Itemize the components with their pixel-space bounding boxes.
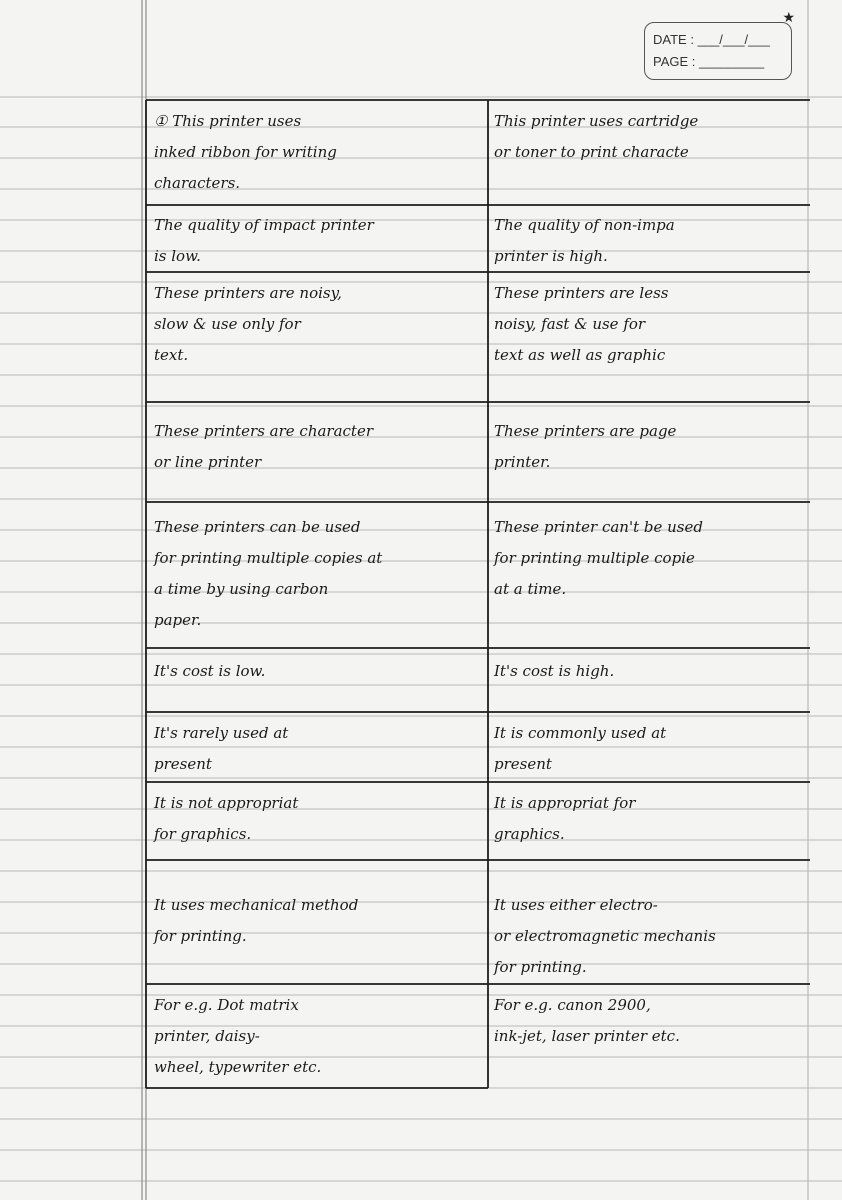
- impact-cell: It uses mechanical method for printing.: [154, 896, 359, 945]
- non-impact-cell: The quality of non-impa printer is high.: [494, 216, 675, 265]
- non-impact-cell: These printers are page printer.: [494, 422, 677, 471]
- date-row: [653, 31, 770, 49]
- date-page-box: [644, 9, 795, 80]
- date-label: DATE :: [653, 32, 694, 47]
- impact-cell: It is not appropriat for graphics.: [154, 794, 299, 843]
- comparison-table: [146, 100, 810, 1088]
- page-value: _________: [699, 54, 765, 69]
- page-row: [653, 53, 764, 71]
- non-impact-cell: These printers are less noisy, fast & use for text as well as graphic: [494, 284, 669, 364]
- non-impact-cell: It's cost is high.: [494, 662, 615, 680]
- date-value: ___/___/___: [697, 32, 770, 47]
- impact-cell: These printers are character or line printer: [154, 422, 374, 471]
- non-impact-cell: It is appropriat for graphics.: [494, 794, 636, 843]
- non-impact-cell: These printer can't be used for printing multiple copie at a time.: [494, 518, 703, 598]
- impact-cell: It's rarely used at present: [154, 724, 289, 773]
- non-impact-cell: For e.g. canon 2900, ink-jet, laser printer etc.: [494, 996, 680, 1045]
- star-icon: ★: [782, 9, 795, 25]
- impact-cell: These printers are noisy, slow & use only for text.: [154, 284, 342, 364]
- impact-cell: These printers can be used for printing multiple copies at a time by using carbon paper.: [154, 518, 383, 629]
- impact-cell: It's cost is low.: [154, 662, 266, 680]
- impact-cell: The quality of impact printer is low.: [154, 216, 374, 265]
- impact-cell: For e.g. Dot matrix printer, daisy- wheel, typewriter etc.: [154, 996, 322, 1076]
- non-impact-cell: This printer uses cartridge or toner to print characte: [494, 112, 699, 161]
- impact-cell: ① This printer uses inked ribbon for writing characters.: [154, 112, 337, 192]
- non-impact-cell: It is commonly used at present: [494, 724, 667, 773]
- page-label: PAGE :: [653, 54, 696, 69]
- non-impact-cell: It uses either electro- or electromagnetic mechanis for printing.: [494, 896, 716, 976]
